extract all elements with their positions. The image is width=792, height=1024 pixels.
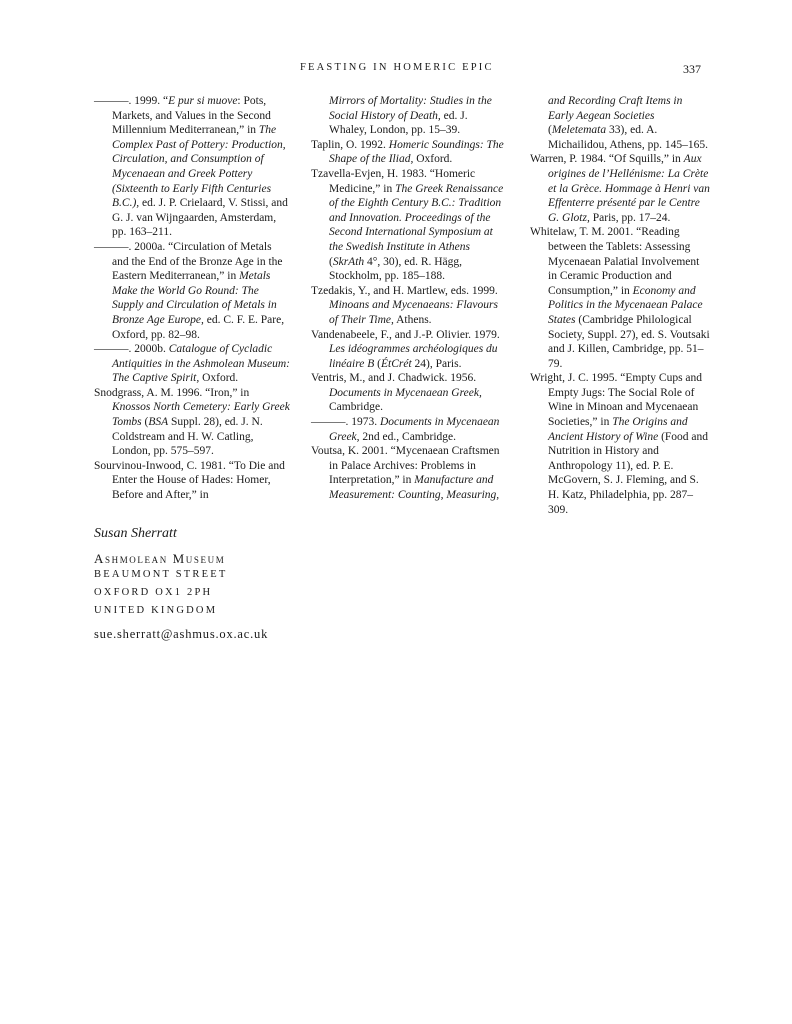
entry-text: Cambridge. bbox=[329, 401, 383, 414]
author-city: OXFORD OX1 2PH bbox=[94, 587, 213, 598]
bibliography-column-1 bbox=[94, 94, 290, 503]
bibliography-entry bbox=[311, 415, 507, 444]
entry-italic-text: and Recording Craft Items in Early Aegean Societies bbox=[548, 95, 683, 122]
page-number: 337 bbox=[683, 62, 701, 76]
entry-text: Tzavella-Evjen, H. 1983. “Homeric Medicine,” in bbox=[311, 167, 476, 195]
entry-text: Athens. bbox=[393, 313, 432, 326]
bibliography-entry bbox=[94, 94, 290, 240]
entry-text: Suppl. 28), ed. J. N. Coldstream and H. W. Catling, London, pp. 575–597. bbox=[112, 416, 263, 458]
entry-text: ( bbox=[329, 255, 333, 268]
entry-text: Snodgrass, A. M. 1996. “Iron,” in bbox=[94, 386, 250, 399]
entry-text: ed. J. Whaley, London, pp. 15–39. bbox=[329, 109, 468, 137]
entry-text: ( bbox=[141, 416, 149, 429]
entry-italic-text: Knossos North Cemetery: Early Greek Tombs bbox=[112, 401, 290, 429]
author-name: Susan Sherratt bbox=[94, 526, 177, 541]
entry-text: Voutsa, K. 2001. “Mycenaean Craftsmen in Palace Archives: Problems in Interpretation,” in bbox=[311, 445, 500, 487]
entry-text: ( bbox=[374, 357, 381, 370]
bibliography-entry bbox=[530, 152, 710, 225]
entry-text: ( bbox=[548, 124, 552, 137]
entry-italic-text: The Complex Past of Pottery: Production, Circulation, and Consumption of Mycenaean and Greek Pottery (Sixteenth to Early Fifth Centuries B.C.), bbox=[112, 124, 286, 210]
entry-italic-text: Minoans and Mycenaeans: Flavours of Their Time, bbox=[329, 299, 498, 326]
entry-text: ———. 2000a. “Circulation of Metals and the End of the Bronze Age in the Eastern Mediterranean,” in bbox=[94, 240, 283, 283]
entry-text: 4°, 30), ed. R. Hägg, Stockholm, pp. 185–188. bbox=[329, 255, 463, 283]
author-institution: Ashmolean Museum bbox=[94, 551, 226, 566]
bibliography-entry bbox=[311, 94, 507, 138]
entry-italic-text: Documents in Mycenaean Greek, bbox=[329, 386, 482, 399]
entry-text: ed. J. P. Crielaard, V. Stissi, and G. J. van Wijngaarden, Amsterdam, pp. 163–211. bbox=[112, 197, 288, 239]
entry-text: Ventris, M., and J. Chadwick. 1956. bbox=[311, 372, 477, 385]
entry-italic-text: The Origins and Ancient History of Wine bbox=[548, 416, 688, 443]
entry-text: Oxford. bbox=[199, 372, 239, 385]
bibliography-entry bbox=[530, 94, 710, 152]
entry-text: (Food and Nutrition in History and Anthropology 11), ed. P. E. McGovern, S. J. Fleming, and S. H. Katz, Philadelphia, pp. 287–309. bbox=[548, 430, 709, 516]
entry-text: Warren, P. 1984. “Of Squills,” in bbox=[530, 153, 684, 166]
entry-text: Paris, pp. 17–24. bbox=[589, 211, 671, 224]
entry-italic-text: E pur si muove bbox=[168, 95, 238, 107]
author-country: UNITED KINGDOM bbox=[94, 605, 218, 616]
bibliography-entry bbox=[311, 444, 507, 502]
entry-text: ———. 1999. “ bbox=[94, 95, 169, 107]
bibliography-entry bbox=[530, 371, 710, 517]
entry-italic-text: ÉtCrét bbox=[380, 357, 412, 370]
entry-text: Oxford. bbox=[413, 153, 453, 166]
bibliography-entry bbox=[311, 284, 507, 328]
bibliography-entry bbox=[94, 386, 290, 459]
bibliography-entry bbox=[94, 459, 290, 503]
entry-italic-text: Mirrors of Mortality: Studies in the Social History of Death, bbox=[329, 95, 492, 122]
author-street: BEAUMONT STREET bbox=[94, 569, 228, 580]
entry-italic-text: Les idéogrammes archéologiques du linéaire B bbox=[329, 343, 498, 370]
entry-text: ———. 2000b. bbox=[94, 343, 169, 356]
entry-text: ed. C. F. E. Pare, Oxford, pp. 82–98. bbox=[112, 313, 285, 341]
entry-italic-text: Metals Make the World Go Round: The Supply and Circulation of Metals in Bronze Age Europe, bbox=[112, 270, 277, 326]
entry-text: Tzedakis, Y., and H. Martlew, eds. 1999. bbox=[311, 284, 498, 297]
bibliography-entry bbox=[94, 342, 290, 386]
entry-italic-text: Meletemata bbox=[551, 124, 607, 137]
entry-text: Whitelaw, T. M. 2001. “Reading between the Tablets: Assessing Mycenaean Palatial Involvement in Ceramic Production and Consumption,” in bbox=[530, 226, 700, 297]
entry-italic-text: BSA bbox=[148, 416, 169, 429]
running-head: FEASTING IN HOMERIC EPIC bbox=[300, 62, 494, 73]
bibliography-column-3 bbox=[530, 94, 710, 517]
entry-italic-text: SkrAth bbox=[332, 255, 365, 268]
entry-italic-text: The Greek Renaissance of the Eighth Century B.C.: Tradition and Innovation. Proceedings of the Second International Symposium at the Swedish Institute in Athens bbox=[329, 182, 504, 253]
entry-italic-text: Catalogue of Cycladic Antiquities in the Ashmolean Museum: The Captive Spirit, bbox=[112, 343, 291, 385]
entry-text: 24), Paris. bbox=[411, 357, 462, 370]
entry-text: ———. 1973. bbox=[311, 416, 380, 429]
bibliography-entry bbox=[94, 240, 290, 342]
bibliography-entry bbox=[530, 225, 710, 371]
entry-text: : Pots, Markets, and Values in the Second Millennium Mediterranean,” in bbox=[112, 95, 271, 137]
entry-italic-text: Aux origines de l’Hellénisme: La Crète et la Grèce. Hommage à Henri van Effenterre présenté par le Centre G. Glotz, bbox=[548, 153, 710, 224]
entry-text: Taplin, O. 1992. bbox=[311, 138, 389, 151]
entry-text: (Cambridge Philological Society, Suppl. 27), ed. S. Voutsaki and J. Killen, Cambridge, pp. 51–79. bbox=[548, 313, 710, 370]
entry-italic-text: Documents in Mycenaean Greek, bbox=[329, 416, 500, 443]
bibliography-entry bbox=[311, 371, 507, 415]
entry-text: 33), ed. A. Michailidou, Athens, pp. 145–165. bbox=[548, 124, 709, 151]
bibliography-entry bbox=[311, 328, 507, 372]
entry-italic-text: Manufacture and Measurement: Counting, Measuring, bbox=[329, 474, 500, 502]
author-email[interactable]: sue.sherratt@ashmus.ox.ac.uk bbox=[94, 627, 269, 641]
entry-text: Sourvinou-Inwood, C. 1981. “To Die and Enter the House of Hades: Homer, Before and After,” in bbox=[94, 459, 285, 502]
entry-text: 2nd ed., Cambridge. bbox=[359, 430, 456, 443]
entry-text: Vandenabeele, F., and J.-P. Olivier. 1979. bbox=[311, 328, 500, 341]
bibliography-column-2 bbox=[311, 94, 507, 503]
entry-italic-text: Homeric Soundings: The Shape of the Iliad, bbox=[329, 138, 504, 166]
bibliography-entry bbox=[311, 138, 507, 167]
entry-italic-text: Economy and Politics in the Mycenaean Palace States bbox=[548, 284, 703, 326]
entry-text: Wright, J. C. 1995. “Empty Cups and Empty Jugs: The Social Role of Wine in Minoan and Mycenaean Societies,” in bbox=[530, 372, 703, 429]
bibliography-entry bbox=[311, 167, 507, 284]
